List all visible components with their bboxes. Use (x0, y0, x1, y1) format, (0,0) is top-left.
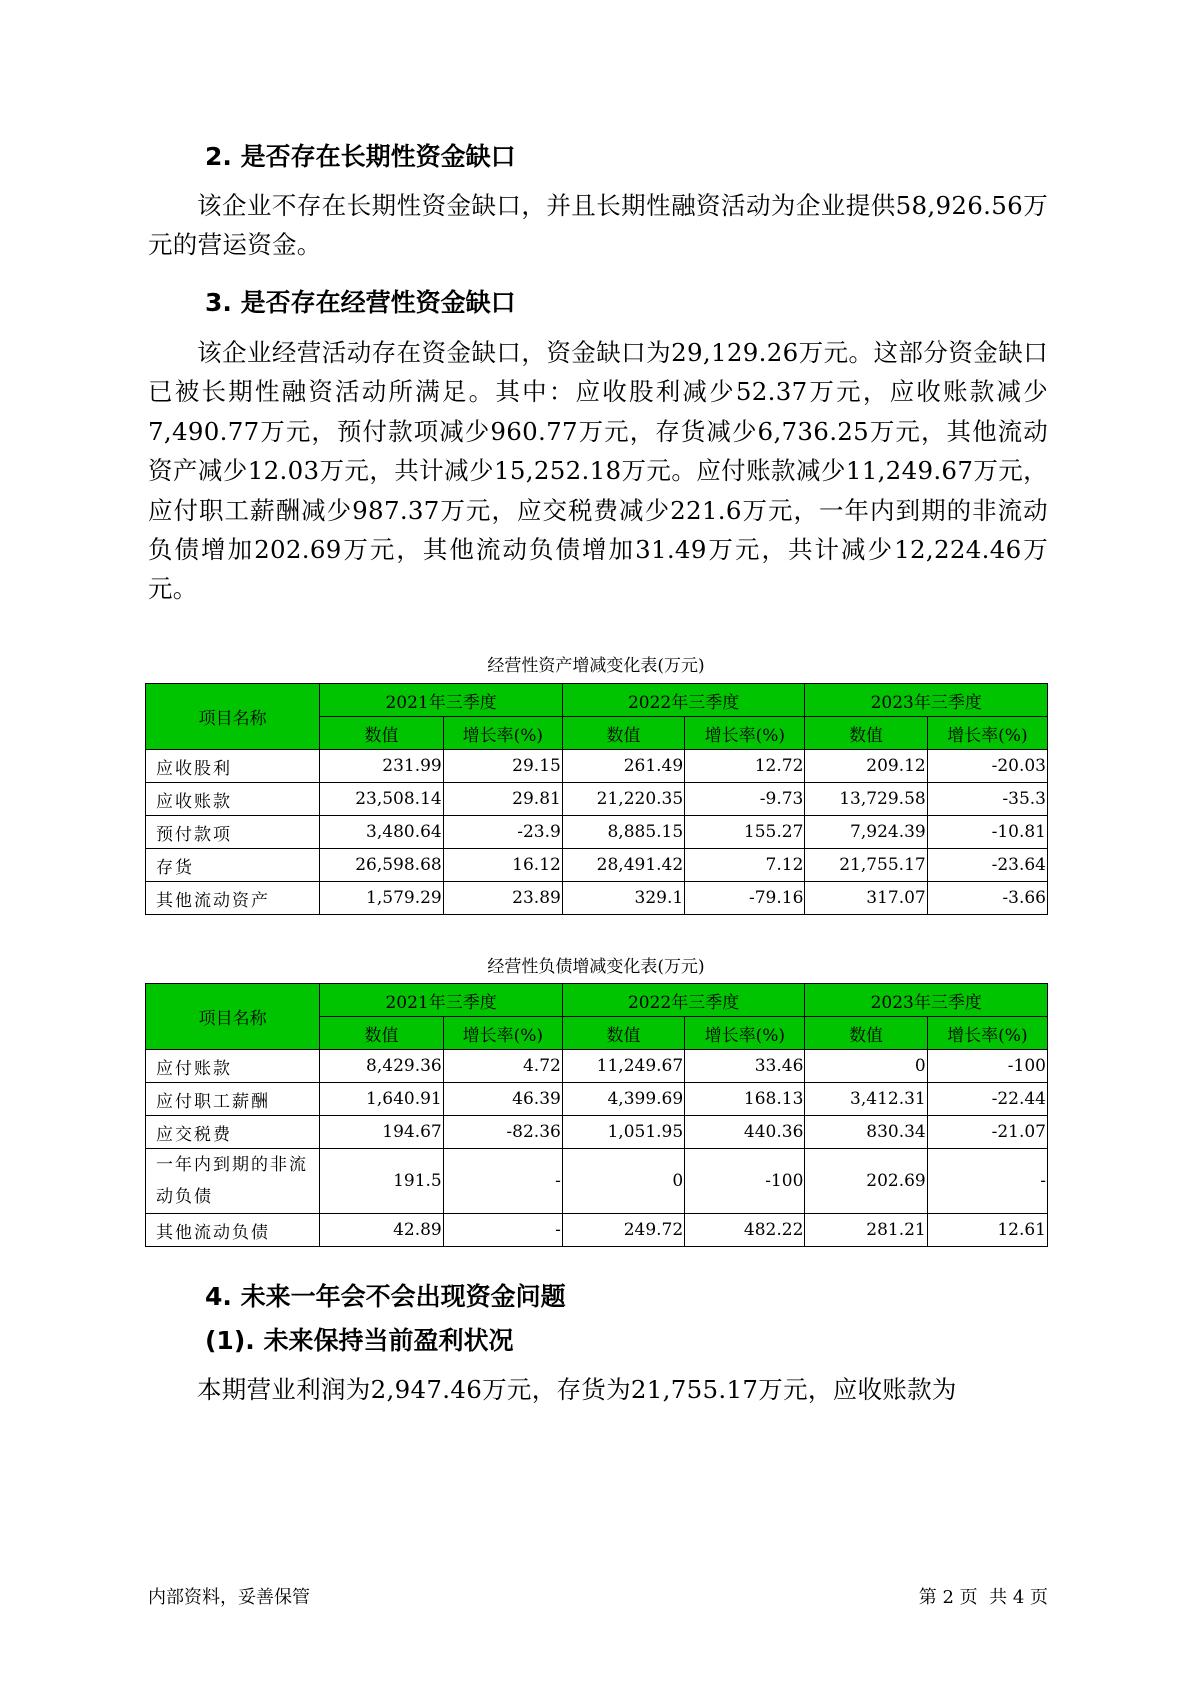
row-label: 其他流动负债 (146, 1214, 320, 1247)
growth-cell: 29.81 (443, 783, 562, 816)
value-cell: 4,399.69 (562, 1083, 684, 1116)
footer-confidential-note: 内部资料，妥善保管 (148, 1587, 310, 1608)
paragraph-operating-gap: 该企业经营活动存在资金缺口，资金缺口为29,129.26万元。这部分资金缺口已被长期性融资活动所满足。其中：应收股利减少52.37万元，应收账款减少7,490.77万元，预付款项减少960.77万元，存货减少6,736.25万元，其他流动资产减少12.03万元，共计减少15,252.18万元。应付账款减少11,249.67万元，应付职工薪酬减少987.37万元，应交税费减少221.6万元，一年内到期的非流动负债增加202.69万元，其他流动负债增加31.49万元，共计减少12,224.46万元。 (148, 338, 1048, 604)
value-header: 数值 (805, 1017, 927, 1050)
growth-cell: -22.44 (927, 1083, 1047, 1116)
growth-header: 增长率(%) (927, 1017, 1047, 1050)
value-cell: 281.21 (805, 1214, 927, 1247)
growth-cell: 4.72 (443, 1050, 562, 1083)
heading-long-term-gap: 2. 是否存在长期性资金缺口 (205, 142, 516, 171)
value-cell: 21,220.35 (562, 783, 684, 816)
growth-header: 增长率(%) (927, 717, 1047, 750)
paragraph-long-term-gap: 该企业不存在长期性资金缺口，并且长期性融资活动为企业提供58,926.56万元的营运资金。 (148, 191, 1048, 260)
table-row (146, 783, 1048, 816)
item-name-header: 项目名称 (146, 684, 320, 750)
growth-cell: 23.89 (443, 882, 562, 915)
table-row (146, 750, 1048, 783)
row-label: 一年内到期的非流动负债 (146, 1149, 320, 1214)
value-header: 数值 (562, 1017, 684, 1050)
value-header: 数值 (562, 717, 684, 750)
growth-cell: 12.61 (927, 1214, 1047, 1247)
row-label: 应收账款 (146, 783, 320, 816)
item-name-header: 项目名称 (146, 984, 320, 1050)
growth-header: 增长率(%) (443, 1017, 562, 1050)
period-header: 2021年三季度 (320, 684, 563, 717)
value-cell: 21,755.17 (805, 849, 927, 882)
value-cell: 317.07 (805, 882, 927, 915)
heading-operating-gap: 3. 是否存在经营性资金缺口 (205, 288, 516, 317)
value-header: 数值 (320, 1017, 443, 1050)
value-cell: 249.72 (562, 1214, 684, 1247)
row-label: 应付账款 (146, 1050, 320, 1083)
growth-cell: -21.07 (927, 1116, 1047, 1149)
row-label: 应收股利 (146, 750, 320, 783)
value-cell: 0 (562, 1149, 684, 1214)
period-header: 2023年三季度 (805, 984, 1048, 1017)
growth-cell: 168.13 (685, 1083, 805, 1116)
growth-cell: -3.66 (927, 882, 1047, 915)
growth-cell: -100 (685, 1149, 805, 1214)
row-label: 其他流动资产 (146, 882, 320, 915)
growth-cell: -82.36 (443, 1116, 562, 1149)
growth-header: 增长率(%) (685, 717, 805, 750)
assets-table-title: 经营性资产增减变化表(万元) (487, 656, 705, 676)
value-header: 数值 (805, 717, 927, 750)
growth-cell: - (443, 1149, 562, 1214)
value-cell: 191.5 (320, 1149, 443, 1214)
table-row (146, 882, 1048, 915)
table-row (146, 1149, 1048, 1214)
assets-table (145, 683, 1048, 915)
value-cell: 1,640.91 (320, 1083, 443, 1116)
growth-cell: -23.9 (443, 816, 562, 849)
row-label: 存货 (146, 849, 320, 882)
growth-cell: -23.64 (927, 849, 1047, 882)
period-header: 2022年三季度 (562, 984, 805, 1017)
value-cell: 7,924.39 (805, 816, 927, 849)
value-cell: 261.49 (562, 750, 684, 783)
period-header: 2021年三季度 (320, 984, 563, 1017)
period-header: 2022年三季度 (562, 684, 805, 717)
value-cell: 1,051.95 (562, 1116, 684, 1149)
heading-future-funding: 4. 未来一年会不会出现资金问题 (205, 1282, 566, 1311)
table-row (146, 1083, 1048, 1116)
value-cell: 0 (805, 1050, 927, 1083)
period-header: 2023年三季度 (805, 684, 1048, 717)
value-cell: 13,729.58 (805, 783, 927, 816)
value-cell: 231.99 (320, 750, 443, 783)
subheading-current-profit: (1). 未来保持当前盈利状况 (205, 1326, 514, 1355)
growth-cell: - (443, 1214, 562, 1247)
value-cell: 28,491.42 (562, 849, 684, 882)
growth-cell: -35.3 (927, 783, 1047, 816)
value-cell: 3,480.64 (320, 816, 443, 849)
value-cell: 23,508.14 (320, 783, 443, 816)
growth-cell: 12.72 (685, 750, 805, 783)
growth-cell: 33.46 (685, 1050, 805, 1083)
value-cell: 3,412.31 (805, 1083, 927, 1116)
value-cell: 830.34 (805, 1116, 927, 1149)
value-cell: 329.1 (562, 882, 684, 915)
value-cell: 42.89 (320, 1214, 443, 1247)
growth-cell: -10.81 (927, 816, 1047, 849)
growth-cell: 482.22 (685, 1214, 805, 1247)
growth-header: 增长率(%) (685, 1017, 805, 1050)
growth-cell: -100 (927, 1050, 1047, 1083)
value-cell: 1,579.29 (320, 882, 443, 915)
value-cell: 8,885.15 (562, 816, 684, 849)
growth-cell: 440.36 (685, 1116, 805, 1149)
table-row (146, 1214, 1048, 1247)
growth-cell: - (927, 1149, 1047, 1214)
value-cell: 11,249.67 (562, 1050, 684, 1083)
growth-cell: 7.12 (685, 849, 805, 882)
growth-header: 增长率(%) (443, 717, 562, 750)
row-label: 预付款项 (146, 816, 320, 849)
paragraph-current-profit: 本期营业利润为2,947.46万元，存货为21,755.17万元，应收账款为 (197, 1375, 957, 1404)
growth-cell: -9.73 (685, 783, 805, 816)
table-row (146, 816, 1048, 849)
growth-cell: -20.03 (927, 750, 1047, 783)
row-label: 应交税费 (146, 1116, 320, 1149)
growth-cell: 155.27 (685, 816, 805, 849)
row-label: 应付职工薪酬 (146, 1083, 320, 1116)
liabilities-table (145, 983, 1048, 1247)
footer-page-number: 第 2 页 共 4 页 (918, 1587, 1048, 1608)
growth-cell: 16.12 (443, 849, 562, 882)
value-header: 数值 (320, 717, 443, 750)
value-cell: 8,429.36 (320, 1050, 443, 1083)
value-cell: 194.67 (320, 1116, 443, 1149)
table-row (146, 849, 1048, 882)
value-cell: 209.12 (805, 750, 927, 783)
growth-cell: -79.16 (685, 882, 805, 915)
table-row (146, 1050, 1048, 1083)
value-cell: 202.69 (805, 1149, 927, 1214)
value-cell: 26,598.68 (320, 849, 443, 882)
liabilities-table-title: 经营性负债增减变化表(万元) (487, 957, 705, 977)
table-row (146, 1116, 1048, 1149)
growth-cell: 46.39 (443, 1083, 562, 1116)
growth-cell: 29.15 (443, 750, 562, 783)
